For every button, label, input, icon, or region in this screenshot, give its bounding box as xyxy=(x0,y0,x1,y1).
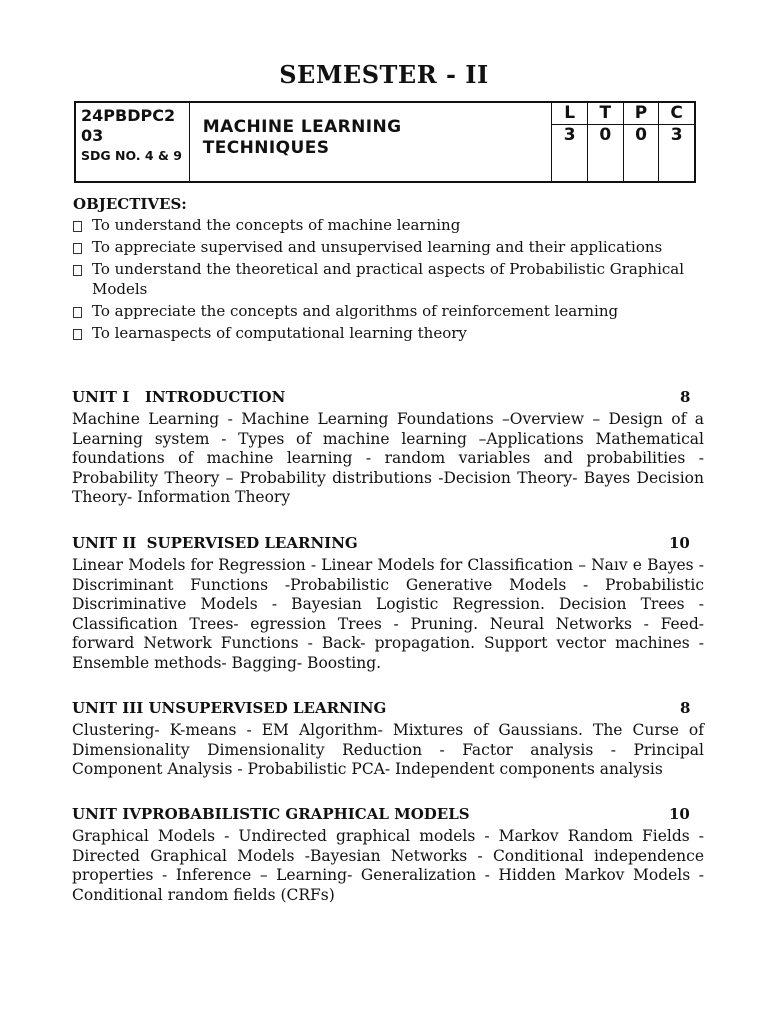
course-header-table xyxy=(74,101,696,183)
ltpc-t xyxy=(588,102,624,182)
ltpc-label: L xyxy=(552,103,587,125)
objective-text: To appreciate supervised and unsupervised learning and their applications xyxy=(92,238,663,256)
unit-title: UNIT I INTRODUCTION xyxy=(72,388,286,406)
unit-hours: 10 xyxy=(669,805,690,823)
objective-text: To appreciate the concepts and algorithms of reinforcement learning xyxy=(92,301,619,320)
objective-item xyxy=(73,216,713,236)
unit-description: Graphical Models - Undirected graphical models - Markov Random Fields - Directed Graphical Models -Bayesian Networks - Conditional independence properties - Inference – Learning- Generalization - Hidden Markov Models - Conditional random fields (CRFs) xyxy=(72,827,704,904)
unit-hours: 8 xyxy=(680,699,691,717)
objective-item xyxy=(73,238,713,258)
page-title: SEMESTER - II xyxy=(279,60,489,89)
objectives-list xyxy=(73,216,713,346)
unit-title: UNIT IVPROBABILISTIC GRAPHICAL MODELS xyxy=(72,805,470,823)
unit-hours: 10 xyxy=(669,534,690,552)
ltpc-value: 3 xyxy=(563,125,576,145)
objective-text: To understand the theoretical and practical aspects of Probabilistic Graphical Models xyxy=(92,260,685,298)
unit-4-section xyxy=(72,805,704,905)
objectives-heading: OBJECTIVES: xyxy=(73,195,187,213)
objective-item xyxy=(73,324,713,344)
ltpc-l xyxy=(552,102,588,182)
unit-2-section xyxy=(72,534,704,674)
unit-1-section xyxy=(72,388,704,508)
sdg-number: SDG NO. 4 & 9 xyxy=(81,148,182,163)
unit-heading xyxy=(72,699,704,721)
ltpc-label: P xyxy=(624,103,659,125)
box-bullet-icon xyxy=(73,243,82,254)
ltpc-label: T xyxy=(588,103,623,125)
objective-text: To understand the concepts of machine learning xyxy=(92,216,461,234)
unit-description: Clustering- K-means - EM Algorithm- Mixtures of Gaussians. The Curse of Dimensionality Dimensionality Reduction - Factor analysis - Principal Component Analysis - Probabilistic PCA- Independent components analysis xyxy=(72,721,704,779)
unit-title: UNIT II SUPERVISED LEARNING xyxy=(72,534,358,552)
box-bullet-icon xyxy=(73,329,82,340)
ltpc-p xyxy=(623,102,659,182)
unit-hours: 8 xyxy=(680,388,691,406)
objective-item xyxy=(73,302,713,322)
ltpc-c xyxy=(659,102,695,182)
ltpc-value: 0 xyxy=(635,125,647,145)
box-bullet-icon xyxy=(73,307,82,318)
course-name-cell xyxy=(189,102,552,182)
course-code-cell xyxy=(75,102,189,182)
box-bullet-icon xyxy=(73,265,82,276)
course-code: 24PBDPC2 03 xyxy=(81,106,176,145)
unit-heading xyxy=(72,805,704,827)
course-name-line2: TECHNIQUES xyxy=(202,138,330,158)
objective-text: To learnaspects of computational learning theory xyxy=(92,323,467,342)
box-bullet-icon xyxy=(73,221,82,232)
unit-title: UNIT III UNSUPERVISED LEARNING xyxy=(72,699,387,717)
unit-heading xyxy=(72,534,704,556)
unit-heading xyxy=(72,388,704,410)
unit-description: Linear Models for Regression - Linear Models for Classification – Naıv e Bayes - Discriminant Functions -Probabilistic Generative Models - Probabilistic Discriminative Models - Bayesian Logistic Regression. Decision Trees - Classification Trees- egression Trees - Pruning. Neural Networks - Feed- forward Network Functions - Back- propagation. Support vector machines - Ensemble methods- Bagging- Boosting. xyxy=(72,556,704,672)
objective-item xyxy=(73,260,713,299)
ltpc-label: C xyxy=(659,103,694,125)
unit-description: Machine Learning - Machine Learning Foundations –Overview – Design of a Learning system - Types of machine learning –Applications Mathematical foundations of machine learning - random variables and probabilities - Probability Theory – Probability distributions -Decision Theory- Bayes Decision Theory- Information Theory xyxy=(72,410,704,507)
unit-3-section xyxy=(72,699,704,780)
course-name-line1: MACHINE LEARNING xyxy=(202,117,402,137)
ltpc-value: 0 xyxy=(599,125,612,145)
ltpc-value: 3 xyxy=(670,125,683,145)
